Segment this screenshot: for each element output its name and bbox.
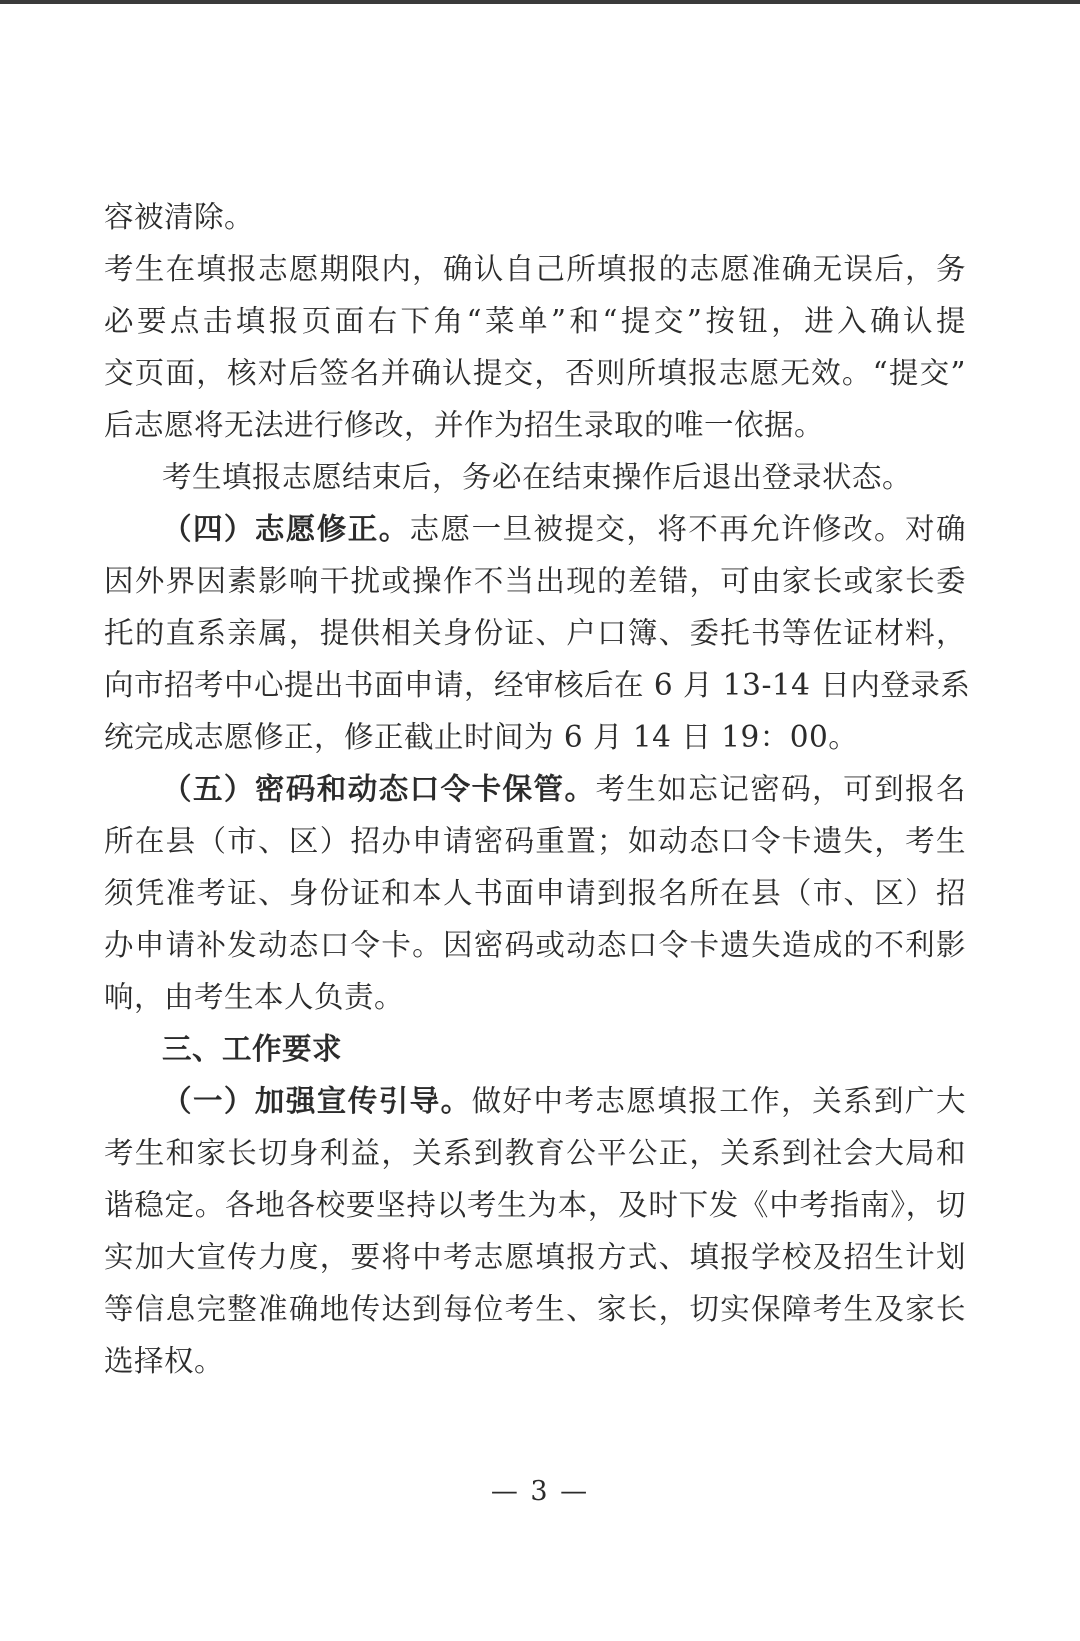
line-text: 选择权。 [104, 1344, 225, 1378]
text-line [104, 190, 966, 244]
text-line [104, 398, 966, 452]
text-line [104, 814, 966, 868]
text-line [104, 866, 966, 920]
line-text: 志愿一旦被提交，将不再允许修改。对确 [409, 512, 966, 546]
text-line [104, 970, 966, 1024]
text-line [104, 710, 966, 764]
line-text: 考生填报志愿结束后，务必在结束操作后退出登录状态。 [162, 460, 913, 494]
section-heading-amendment: （四）志愿修正。 [162, 512, 410, 546]
line-text: 考生如忘记密码，可到报名 [595, 772, 966, 806]
line-text: 因外界因素影响干扰或操作不当出现的差错，可由家长或家长委 [104, 564, 966, 598]
line-text: 所在县（市、区）招办申请密码重置；如动态口令卡遗失，考生 [104, 824, 966, 858]
section-heading-publicity: （一）加强宣传引导。 [162, 1084, 472, 1118]
text-line [162, 502, 966, 556]
text-line [104, 346, 966, 400]
line-text: 实加大宣传力度，要将中考志愿填报方式、填报学校及招生计划 [104, 1240, 966, 1274]
line-text: 谐稳定。各地各校要坚持以考生为本，及时下发《中考指南》，切 [104, 1188, 966, 1222]
text-line [104, 1282, 966, 1336]
text-line [104, 1178, 966, 1232]
line-text: 做好中考志愿填报工作，关系到广大 [471, 1084, 966, 1118]
line-text: 容被清除。 [104, 200, 255, 234]
line-text: 托的直系亲属，提供相关身份证、户口簿、委托书等佐证材料， [104, 616, 966, 650]
text-line [162, 1074, 966, 1128]
line-text: 交页面，核对后签名并确认提交，否则所填报志愿无效。“提交” [104, 356, 966, 390]
line-text: 必要点击填报页面右下角“菜单”和“提交”按钮，进入确认提 [104, 304, 966, 338]
line-text: 考生和家长切身利益，关系到教育公平公正，关系到社会大局和 [104, 1136, 966, 1170]
text-line [104, 1126, 966, 1180]
line-text: 后志愿将无法进行修改，并作为招生录取的唯一依据。 [104, 408, 825, 442]
line-text: 考生在填报志愿期限内，确认自己所填报的志愿准确无误后，务 [104, 252, 966, 286]
text-line [104, 1334, 966, 1388]
text-line [104, 554, 966, 608]
text-line [162, 1022, 966, 1076]
text-line [104, 242, 966, 296]
text-line [104, 606, 966, 660]
line-text: 须凭准考证、身份证和本人书面申请到报名所在县（市、区）招 [104, 876, 966, 910]
text-line [104, 918, 966, 972]
page-number: — 3 — [490, 1476, 590, 1507]
line-text: 统完成志愿修正，修正截止时间为 6 月 14 日 19：00。 [104, 720, 859, 754]
text-line [162, 450, 966, 504]
line-text: 等信息完整准确地传达到每位考生、家长，切实保障考生及家长 [104, 1292, 966, 1326]
line-text: 响，由考生本人负责。 [104, 980, 405, 1014]
text-line [104, 658, 971, 712]
line-text: 办申请补发动态口令卡。因密码或动态口令卡遗失造成的不利影 [104, 928, 966, 962]
text-line [104, 294, 966, 348]
line-text: 向市招考中心提出书面申请，经审核后在 6 月 13-14 日内登录系 [104, 668, 971, 702]
section-heading-password: （五）密码和动态口令卡保管。 [162, 772, 596, 806]
text-line [162, 762, 966, 816]
text-line [104, 1230, 966, 1284]
section-heading-work-requirements: 三、工作要求 [162, 1032, 343, 1066]
